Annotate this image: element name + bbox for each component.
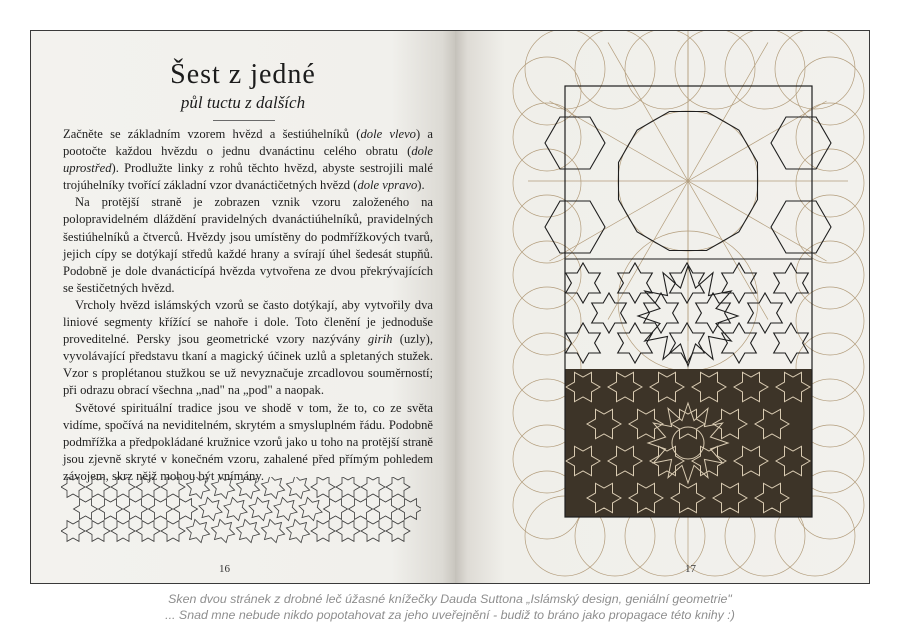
hexagram-star xyxy=(361,477,385,497)
construction-circle xyxy=(513,57,581,125)
star-hexagon xyxy=(774,323,809,363)
construction-circle xyxy=(513,241,581,309)
hexagram-star xyxy=(336,521,360,542)
construction-circle xyxy=(796,149,864,217)
construction-circle xyxy=(796,57,864,125)
construction-circle xyxy=(725,31,805,109)
text-run: ) a pootočte každou hvězdu o jednu dvanáctinu celého obratu ( xyxy=(63,127,433,159)
hexagram-star xyxy=(74,499,98,520)
hexagram-star xyxy=(361,521,385,542)
hexagram-star xyxy=(149,499,173,520)
italic-run: dole vlevo xyxy=(360,127,416,141)
construction-circle xyxy=(575,31,655,109)
body-text xyxy=(63,126,433,485)
construction-circle xyxy=(796,287,864,355)
hexagram-star xyxy=(61,477,85,497)
star-hexagon xyxy=(696,293,731,333)
hexagram-star xyxy=(386,521,410,542)
hexagram-star xyxy=(136,477,160,497)
star-hexagon xyxy=(592,293,627,333)
paragraph-3 xyxy=(63,297,433,400)
hexagram-star xyxy=(299,497,322,520)
star-hexagon xyxy=(774,263,809,303)
star-hexagon xyxy=(618,323,653,363)
hexagram-star xyxy=(386,477,410,497)
hexagram-star xyxy=(136,521,160,542)
hexagram-star xyxy=(286,519,309,542)
ornamental-panel xyxy=(565,369,812,517)
page-number-right: 17 xyxy=(685,563,696,575)
paragraph-4: Světové spirituální tradice jsou ve shodě v tom, že to, co ze světa vidíme, spočívá na neviditelném, skrytém a smysluplném řádu. Podobně podmřížka a předpokládané kružnice vzorů jako u toho na protější straně jsou zjevně skryté v konečném vzoru, zahalené před přímým pohledem závojem, skrz nějž mohou být vnímány. xyxy=(63,400,433,483)
hexagram-star xyxy=(236,519,259,542)
hexagram-star xyxy=(86,477,110,497)
star-hexagon xyxy=(670,323,705,363)
hexagram-star xyxy=(124,499,148,520)
paragraph-1 xyxy=(63,126,433,194)
hexagram-star xyxy=(224,497,247,520)
star-hexagon xyxy=(722,323,757,363)
book-spread xyxy=(30,30,870,584)
left-page xyxy=(31,31,455,583)
hexagram-star xyxy=(111,521,135,542)
italic-run: dole uprostřed xyxy=(63,144,433,176)
hexagram-star xyxy=(336,477,360,497)
hexagram-star xyxy=(199,497,222,520)
hexagram-star xyxy=(311,521,335,542)
hexagon xyxy=(545,201,605,253)
construction-circle xyxy=(796,103,864,171)
text-run: ). xyxy=(417,178,425,193)
hexagram-star xyxy=(186,519,209,542)
hexagram-star xyxy=(236,477,259,499)
caption-line-2: ... Snad mne nebude nikdo popotahovat za jeho uveřejnění - budiž to bráno jako propagace této knihy :) xyxy=(165,608,735,622)
hexagram-star xyxy=(174,499,198,520)
hexagram-star xyxy=(161,521,185,542)
hexagram-star xyxy=(111,477,135,497)
hexagram-star xyxy=(261,477,284,499)
hexagram-star xyxy=(61,521,85,542)
construction-circle xyxy=(775,31,855,109)
construction-circle xyxy=(625,31,705,109)
hexagram-star xyxy=(211,477,234,499)
hexagram-star xyxy=(261,519,284,542)
text-run: (uzly), vyvolávající představu tkaní a magický účinek uzlů a spletaných stužek. Vzor s proplétanou stužkou se už nevyznačuje zrcadlovou souměrností; při odrazu obrací všechna „nad" na „pod" a naopak. xyxy=(63,332,433,398)
hexagram-star xyxy=(99,499,123,520)
hexagon xyxy=(771,117,831,169)
paragraph-2: Na protější straně je zobrazen vznik vzoru založeného na polopravidelném dláždění pravidelných dvanáctiúhelníků, pravidelných šestiúhelníků a čtverců. Hvězdy jsou umístěny do podmřížkových tvarů, jejich cípy se dotýkají středů každé hrany a svírají úhel šedesát stupňů. Podobně je dole dvanácticípá hvězda vytvořena ze dvou překrývajících se šestičetných hvězd. xyxy=(63,195,433,295)
page-number-left: 16 xyxy=(219,563,230,575)
hexagram-star xyxy=(311,477,335,497)
hexagon xyxy=(545,117,605,169)
hexagram-star xyxy=(374,499,398,520)
page-title: Šest z jedné xyxy=(170,59,316,90)
hexagram-star xyxy=(324,499,348,520)
star-hexagon xyxy=(618,263,653,303)
hexagram-star xyxy=(399,499,422,520)
hexagram-star xyxy=(186,477,209,499)
hexagram-star xyxy=(349,499,373,520)
italic-run: girih xyxy=(367,332,393,347)
right-page xyxy=(455,31,869,583)
geometric-design-illustration xyxy=(455,31,869,583)
text-run: ). Prodlužte linky z rohů těchto hvězd, abyste sestrojili malé trojúhelníky tvořící základní vzor dvanáctičetných hvězd ( xyxy=(63,161,433,193)
hexagram-star xyxy=(211,519,234,542)
caption-line-1: Sken dvou stránek z drobné leč úžasné knížečky Dauda Suttona „Islámský design, geniální geometrie" xyxy=(168,592,732,606)
hexagram-star xyxy=(161,477,185,497)
hexagram-star xyxy=(274,497,297,520)
construction-circle xyxy=(513,149,581,217)
text-run: Začněte se základním vzorem hvězd a šestiúhelníků ( xyxy=(63,127,361,141)
hexagram-star xyxy=(249,497,272,520)
hexagon xyxy=(771,201,831,253)
hexagram-star xyxy=(86,521,110,542)
italic-run: dole vpravo xyxy=(357,178,418,193)
construction-circle xyxy=(675,31,755,109)
title-divider xyxy=(213,120,275,121)
hexagram-star xyxy=(286,477,309,499)
page-subtitle: půl tuctu z dalších xyxy=(180,93,306,112)
text-run: Vrcholy hvězd islámských vzorů se často dotýkají, aby vytvořily dva liniové segmenty křížící se nahoře i dole. Toto členění je jednoduše proveditelné. Persky jsou geometrické vzory nazývány xyxy=(63,297,433,347)
star-hexagon xyxy=(644,293,679,333)
construction-circle xyxy=(796,241,864,309)
star-hexagon xyxy=(566,323,601,363)
hexagram-pattern-strip xyxy=(61,477,421,557)
